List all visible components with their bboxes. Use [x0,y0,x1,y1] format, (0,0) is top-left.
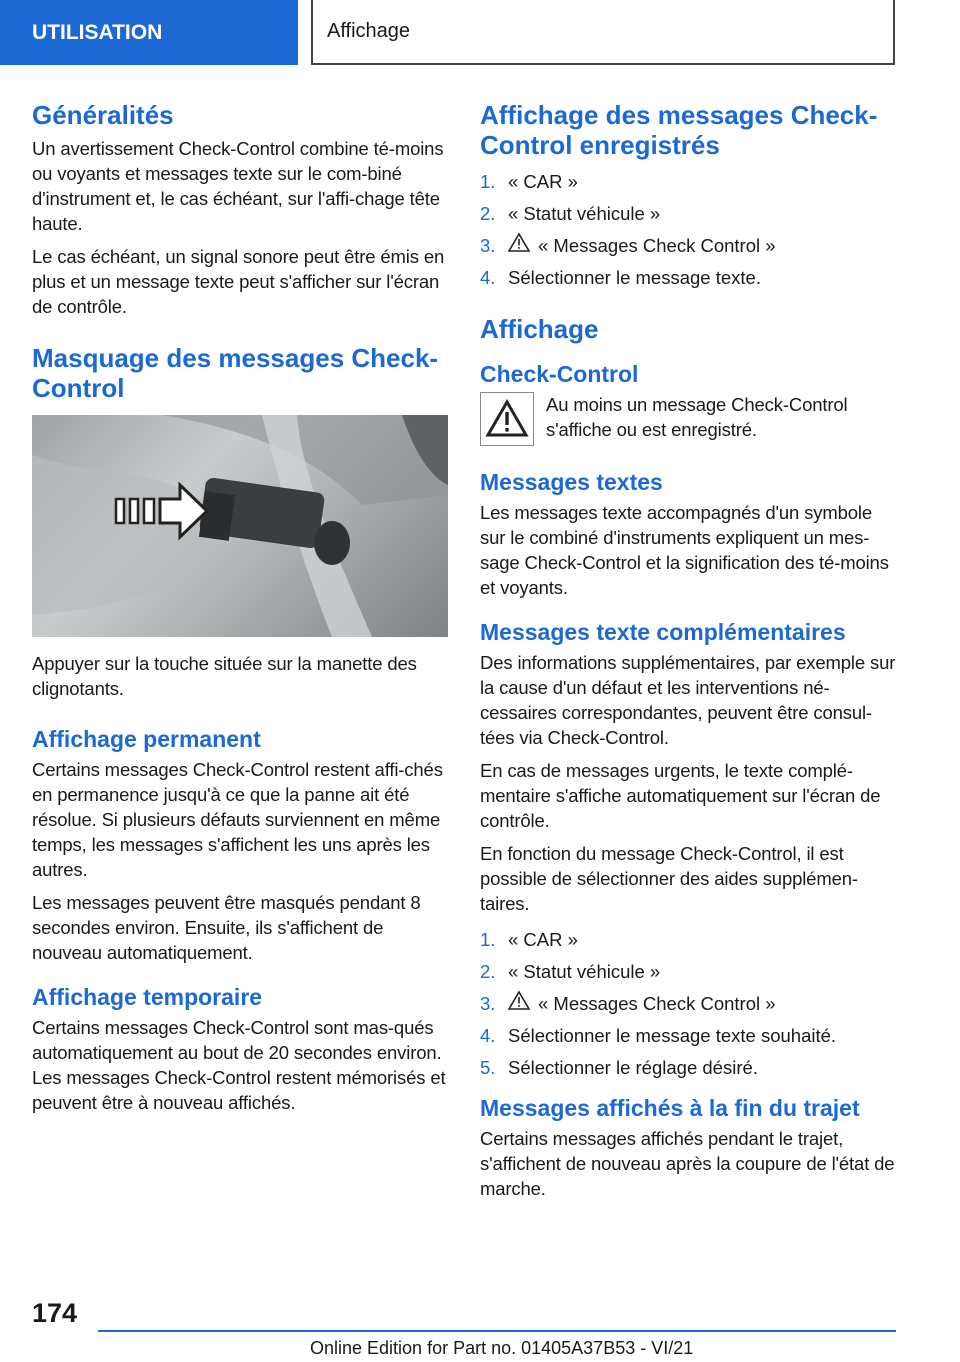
para-general-1: Un avertissement Check-Control combine té-moins ou voyants et messages texte sur le com-biné d'instrument et, le cas échéant, sur l'affi-chage tête haute. [32,138,444,234]
para-permanent-1: Certains messages Check-Control restent affi-chés en permanence jusqu'à ce que la panne ait été résolue. Si plusieurs défauts surviennent en même temps, les messages s'affichent les uns après les autres. [32,759,443,880]
para-textes: Les messages texte accompagnés d'un symbole sur le combiné d'instruments expliquent un mes-sage Check-Control et la signification des té-moins et voyants. [480,502,889,598]
section-title: UTILISATION [32,20,163,44]
para-compl-2: En cas de messages urgents, le texte complé-mentaire s'affiche automatiquement sur l'écran de contrôle. [480,760,881,831]
right-column [480,100,898,1209]
heading-general: Généralités [32,100,174,130]
heading-fin-trajet: Messages affichés à la fin du trajet [480,1095,860,1121]
list-item: 5. Sélectionner le réglage désiré. [480,1057,758,1078]
list-item: 3. « Messages Check Control » [480,230,898,262]
para-permanent-2: Les messages peuvent être masqués pendant 8 secondes environ. Ensuite, ils s'affichent de nouveau automatiquement. [32,892,421,963]
topic-tab [311,0,895,65]
list-item: 3. « Messages Check Control » [480,988,898,1020]
list-item: 4. Sélectionner le message texte. [480,267,761,288]
para-photo-caption: Appuyer sur la touche située sur la manette des clignotants. [32,653,417,699]
list-item: 1. « CAR » [480,929,578,950]
para-general-2: Le cas échéant, un signal sonore peut être émis en plus et un message texte peut s'afficher sur l'écran de contrôle. [32,246,445,317]
check-control-symbol-row [480,392,898,446]
warning-triangle-icon [508,230,530,250]
footer-edition: Online Edition for Part no. 01405A37B53 - VI/21 [310,1338,694,1358]
stalk-illustration [32,415,448,637]
left-column [32,100,448,1123]
turn-signal-stalk-photo [32,415,448,637]
para-temporaire: Certains messages Check-Control sont mas-qués automatiquement au bout de 20 secondes environ. Les messages Check-Control restent mémorisés et peuvent être à nouveau affichés. [32,1017,446,1113]
section-tab [0,0,298,65]
heading-enregistres: Affichage des messages Check-Control enregistrés [480,100,878,160]
heading-temporaire: Affichage temporaire [32,984,263,1010]
para-compl-1: Des informations supplémentaires, par exemple sur la cause d'un défaut et les interventions né-cessaires correspondantes, peuvent être consul-tées via Check-Control. [480,652,896,748]
para-check-control: Au moins un message Check-Control s'affiche ou est enregistré. [546,394,848,440]
list-item: 2. « Statut véhicule » [480,203,661,224]
topic-title: Affichage [327,20,411,42]
heading-masquage: Masquage des messages Check-Control [32,343,439,403]
heading-affichage: Affichage [480,314,599,344]
warning-triangle-icon [508,988,530,1008]
list-item: 4. Sélectionner le message texte souhaité. [480,1025,837,1046]
heading-permanent: Affichage permanent [32,726,261,752]
para-compl-3: En fonction du message Check-Control, il est possible de sélectionner des aides supplémen-taires. [480,843,858,914]
heading-textes: Messages textes [480,469,663,495]
steps-list-2 [480,924,898,1084]
heading-complementaires: Messages texte complémentaires [480,619,846,645]
page-number: 174 [32,1298,78,1328]
list-item: 2. « Statut véhicule » [480,961,661,982]
para-fin-trajet: Certains messages affichés pendant le trajet, s'affichent de nouveau après la coupure de l'état de marche. [480,1128,895,1199]
list-item: 1. « CAR » [480,171,578,192]
heading-check-control: Check-Control [480,361,639,387]
steps-list-1 [480,166,898,294]
warning-triangle-icon [480,392,534,446]
footer-divider [98,1330,896,1332]
